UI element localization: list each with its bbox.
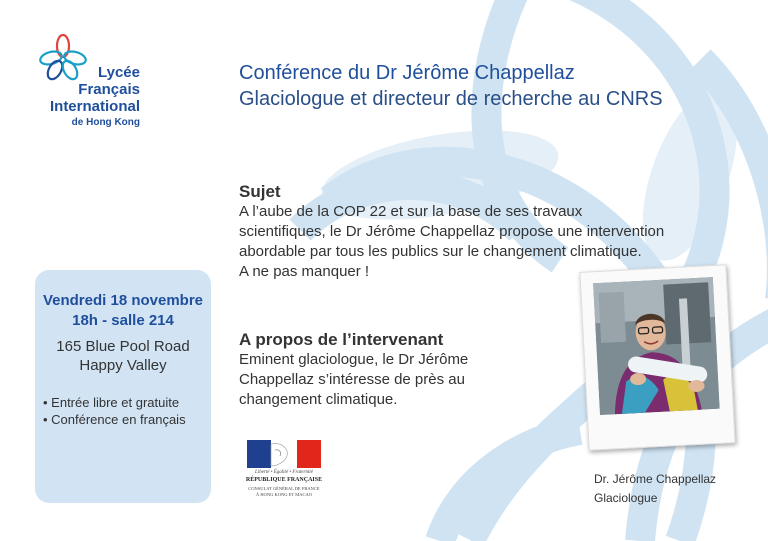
event-address xyxy=(35,337,211,375)
speaker-photo xyxy=(593,277,720,415)
logo-text-line-2: Français xyxy=(78,81,140,98)
sujet-line: A ne pas manquer ! xyxy=(239,263,370,280)
logo-text-line-3: International xyxy=(49,98,140,115)
photo-caption xyxy=(594,470,716,508)
page-subtitle: Glaciologue et directeur de recherche au CNRS xyxy=(239,88,663,110)
caption-name: Dr. Jérôme Chappellaz xyxy=(594,472,717,486)
sujet-section xyxy=(239,182,689,282)
page-header xyxy=(239,60,663,112)
apropos-section xyxy=(239,330,519,410)
event-date: Vendredi 18 novembre xyxy=(42,292,204,309)
sujet-heading: Sujet xyxy=(239,182,281,201)
rf-subtitle-line-2: À HONG KONG ET MACAO xyxy=(256,491,312,497)
event-details-list xyxy=(43,394,186,428)
apropos-line: Chappellaz s’intéresse de près au xyxy=(239,371,465,388)
list-item: • Conférence en français xyxy=(43,412,186,427)
address-line-1: 165 Blue Pool Road xyxy=(56,338,190,355)
sujet-line: scientifiques, le Dr Jérôme Chappellaz propose une intervention xyxy=(239,223,665,240)
speaker-photo-frame xyxy=(579,264,735,450)
sujet-line: abordable par tous les publics sur le changement climatique. xyxy=(239,243,642,260)
page-title: Conférence du Dr Jérôme Chappellaz xyxy=(239,62,575,84)
marianne-flag-icon xyxy=(247,440,321,468)
apropos-line: changement climatique. xyxy=(239,391,398,408)
rf-name: RÉPUBLIQUE FRANÇAISE xyxy=(245,477,323,483)
caption-role: Glaciologue xyxy=(594,491,658,505)
address-line-2: Happy Valley xyxy=(79,357,167,374)
event-info-box xyxy=(35,270,211,503)
apropos-line: Eminent glaciologue, le Dr Jérôme xyxy=(239,351,469,368)
school-logo xyxy=(30,34,160,144)
logo-text-line-4: de Hong Kong xyxy=(71,117,140,128)
sujet-line: A l’aube de la COP 22 et sur la base de ses travaux xyxy=(239,203,583,220)
rf-motto: Liberté • Égalité • Fraternité xyxy=(255,470,313,475)
rf-subtitle xyxy=(244,486,324,497)
list-item: • Entrée libre et gratuite xyxy=(43,395,180,410)
republique-francaise-logo xyxy=(244,440,324,502)
rf-subtitle-line-1: CONSULAT GÉNÉRAL DE FRANCE xyxy=(248,486,320,491)
logo-text-line-1: Lycée xyxy=(98,64,140,81)
apropos-heading: A propos de l’intervenant xyxy=(239,330,444,349)
event-date-time xyxy=(35,291,211,331)
event-time-room: 18h - salle 214 xyxy=(72,312,174,329)
